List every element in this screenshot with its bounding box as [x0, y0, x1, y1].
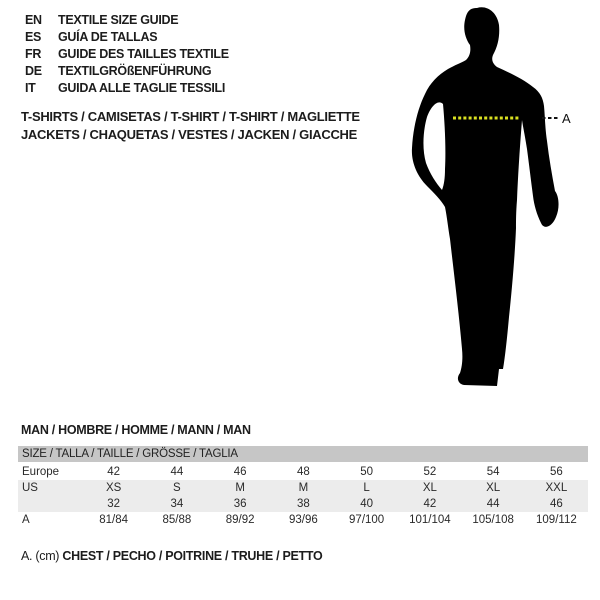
table-cell: 42 [107, 466, 121, 478]
table-row [18, 496, 588, 512]
table-cell: 85/88 [162, 514, 192, 526]
size-table [18, 446, 588, 528]
table-cell: 109/112 [536, 514, 577, 526]
measure-label-a: A [562, 111, 571, 126]
language-label: GUIDE DES TAILLES TEXTILE [58, 47, 229, 61]
table-cell: XL [486, 482, 501, 494]
size-table-body [18, 464, 588, 528]
language-code: EN [25, 13, 42, 27]
table-cell: 32 [107, 498, 121, 510]
row-label [18, 496, 82, 512]
table-row [18, 464, 588, 480]
language-row [25, 80, 229, 97]
table-cell: 38 [296, 498, 310, 510]
man-silhouette-body [412, 7, 559, 386]
table-cell: 44 [486, 498, 500, 510]
language-row [25, 63, 229, 80]
table-cell: XXL [545, 482, 568, 494]
language-code: IT [25, 81, 36, 95]
language-label: GUÍA DE TALLAS [58, 30, 158, 44]
language-list [25, 12, 229, 97]
language-label: GUIDA ALLE TAGLIE TESSILI [58, 81, 226, 95]
language-label: TEXTILGRÖßENFÜHRUNG [58, 64, 212, 78]
language-code: FR [25, 47, 42, 61]
language-label: TEXTILE SIZE GUIDE [58, 13, 179, 27]
language-code: ES [25, 30, 42, 44]
table-cell: 36 [233, 498, 247, 510]
table-cell: XL [422, 482, 437, 494]
category-line: JACKETS / CHAQUETAS / VESTES / JACKEN / GIACCHE [21, 126, 357, 142]
table-cell: 93/96 [288, 514, 318, 526]
category-lines [21, 108, 360, 143]
row-label: A [22, 514, 30, 526]
man-silhouette-figure [400, 0, 600, 410]
language-row [25, 12, 229, 29]
table-cell: S [173, 482, 181, 494]
table-cell: 40 [360, 498, 374, 510]
row-label: Europe [22, 466, 60, 478]
table-cell: 56 [549, 466, 563, 478]
table-cell: M [298, 482, 309, 494]
table-cell: 101/104 [409, 514, 451, 526]
row-label: US [22, 482, 38, 494]
table-cell: 50 [360, 466, 374, 478]
footnote-label: CHEST / PECHO / POITRINE / TRUHE / PETTO [62, 549, 323, 563]
table-cell: 54 [486, 466, 500, 478]
table-cell: 81/84 [99, 514, 129, 526]
footnote-prefix: A. (cm) [21, 549, 60, 563]
table-cell: 97/100 [349, 514, 385, 526]
language-row [25, 29, 229, 46]
table-cell: 89/92 [225, 514, 255, 526]
measurement-footnote [21, 549, 322, 563]
man-silhouette [400, 0, 600, 410]
size-table-header: SIZE / TALLA / TAILLE / GRÖSSE / TAGLIA [18, 446, 588, 462]
section-title: MAN / HOMBRE / HOMME / MANN / MAN [21, 423, 251, 437]
table-cell: L [363, 482, 370, 494]
language-code: DE [25, 64, 42, 78]
table-cell: 44 [170, 466, 184, 478]
table-cell: 46 [549, 498, 563, 510]
table-cell: M [235, 482, 245, 494]
table-cell: 34 [170, 498, 184, 510]
table-cell: XS [105, 482, 122, 494]
table-row [18, 512, 588, 528]
table-cell: 48 [296, 466, 310, 478]
table-cell: 42 [423, 498, 437, 510]
table-row [18, 480, 588, 496]
language-row [25, 46, 229, 63]
category-line: T-SHIRTS / CAMISETAS / T-SHIRT / T-SHIRT / MAGLIETTE [21, 109, 360, 124]
table-cell: 46 [233, 466, 247, 478]
table-cell: 52 [423, 466, 437, 478]
table-cell: 105/108 [472, 514, 514, 526]
